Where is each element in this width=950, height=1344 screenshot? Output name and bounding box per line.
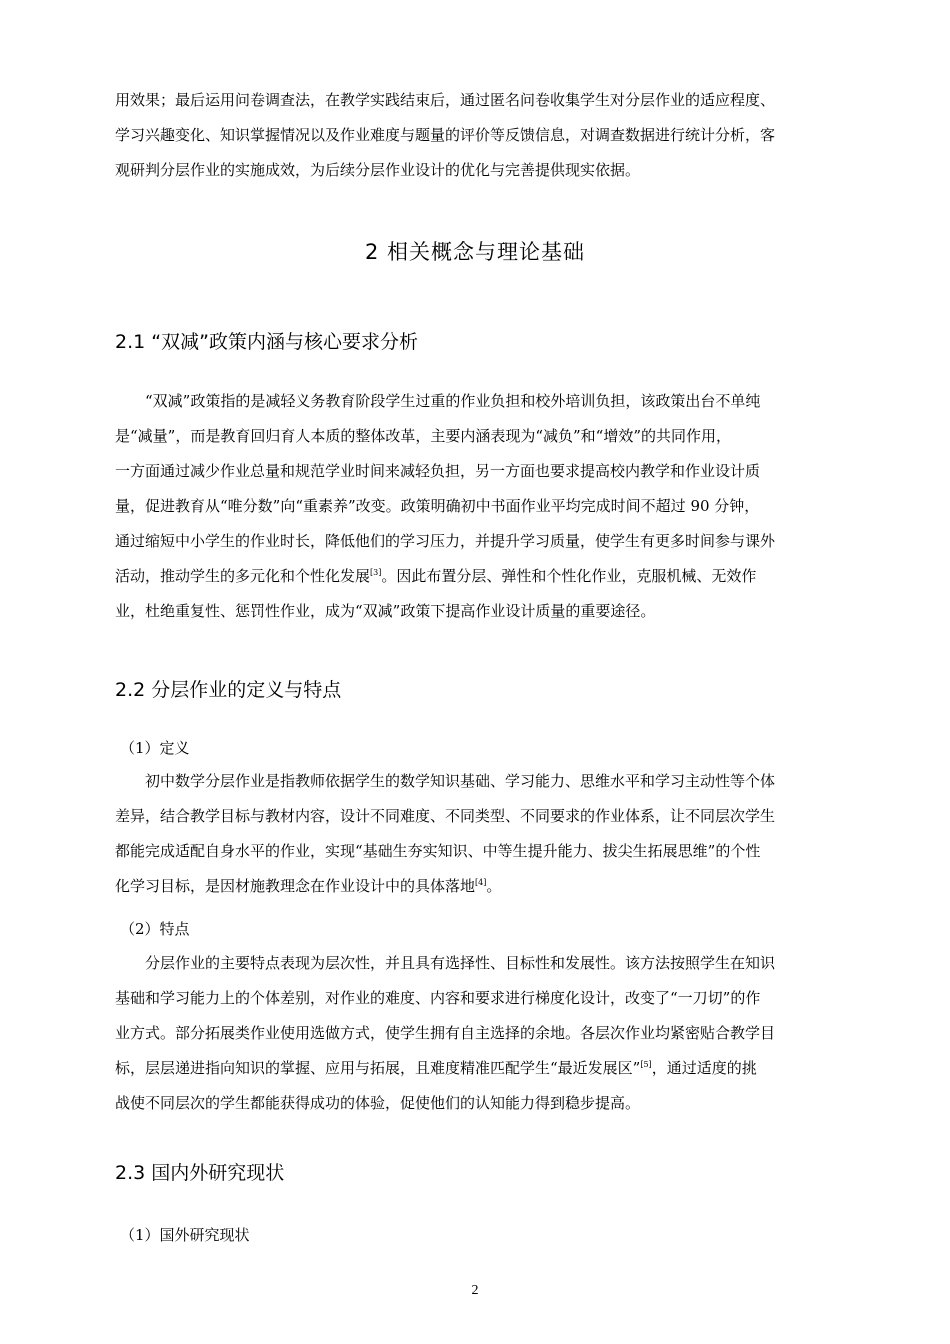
text-run: ，通过适度的挑 bbox=[651, 1059, 757, 1077]
paragraph-line: 用效果；最后运用问卷调查法，在教学实践结束后，通过匿名问卷收集学生对分层作业的适应程度、 bbox=[115, 91, 776, 109]
definition-paragraph bbox=[115, 764, 861, 904]
paragraph-line: 基础和学习能力上的个体差别，对作业的难度、内容和要求进行梯度化设计，改变了“一刀切”的作 bbox=[115, 989, 761, 1007]
text-run: 。 bbox=[486, 877, 502, 895]
citation-ref: [5] bbox=[640, 1060, 652, 1069]
paragraph-line: 业方式。部分拓展类作业使用选做方式，使学生拥有自主选择的余地。各层次作业均紧密贴合教学目 bbox=[115, 1024, 776, 1042]
features-heading: （2）特点 bbox=[120, 920, 190, 938]
paragraph-line: 战使不同层次的学生都能获得成功的体验，促使他们的认知能力得到稳步提高。 bbox=[115, 1094, 641, 1112]
paragraph-line: 一方面通过减少作业总量和规范学业时间来减轻负担，另一方面也要求提高校内教学和作业设计质 bbox=[115, 462, 761, 480]
page-number: 2 bbox=[471, 1283, 479, 1298]
definition-heading: （1）定义 bbox=[120, 739, 190, 757]
text-run: 活动，推动学生的多元化和个性化发展 bbox=[115, 567, 371, 585]
paragraph-line: 学习兴趣变化、知识掌握情况以及作业难度与题量的评价等反馈信息，对调查数据进行统计分析，客 bbox=[115, 126, 776, 144]
section-title-2-2: 2.2 分层作业的定义与特点 bbox=[115, 679, 342, 701]
chapter-title: 2 相关概念与理论基础 bbox=[364, 240, 586, 264]
text-run: 标，层层递进指向知识的掌握、应用与拓展，且难度精准匹配学生“最近发展区” bbox=[115, 1059, 641, 1077]
section-2-1-paragraph bbox=[115, 384, 861, 629]
paragraph-line: 量，促进教育从“唯分数”向“重素养”改变。政策明确初中书面作业平均完成时间不超过 90 分钟， bbox=[115, 497, 760, 515]
paragraph-line bbox=[115, 559, 861, 594]
paragraph-line: “双减”政策指的是减轻义务教育阶段学生过重的作业负担和校外培训负担，该政策出台不单纯 bbox=[145, 392, 761, 410]
intro-paragraph bbox=[115, 83, 861, 188]
features-paragraph bbox=[115, 946, 861, 1121]
foreign-research-heading: （1）国外研究现状 bbox=[120, 1226, 250, 1244]
paragraph-line: 初中数学分层作业是指教师依据学生的数学知识基础、学习能力、思维水平和学习主动性等个体 bbox=[145, 772, 776, 790]
paragraph-line: 差异，结合教学目标与教材内容，设计不同难度、不同类型、不同要求的作业体系，让不同层次学生 bbox=[115, 807, 776, 825]
paragraph-line: 分层作业的主要特点表现为层次性，并且具有选择性、目标性和发展性。该方法按照学生在知识 bbox=[145, 954, 776, 972]
paragraph-line: 通过缩短中小学生的作业时长，降低他们的学习压力，并提升学习质量，使学生有更多时间参与课外 bbox=[115, 532, 776, 550]
text-run: 。因此布置分层、弹性和个性化作业，克服机械、无效作 bbox=[381, 567, 757, 585]
paragraph-line bbox=[115, 869, 861, 904]
section-title-2-3: 2.3 国内外研究现状 bbox=[115, 1162, 285, 1184]
paragraph-line bbox=[115, 1051, 861, 1086]
paragraph-line: 业，杜绝重复性、惩罚性作业，成为“双减”政策下提高作业设计质量的重要途径。 bbox=[115, 602, 656, 620]
paragraph-line: 观研判分层作业的实施成效，为后续分层作业设计的优化与完善提供现实依据。 bbox=[115, 161, 641, 179]
paragraph-line: 都能完成适配自身水平的作业，实现“基础生夯实知识、中等生提升能力、拔尖生拓展思维”的个性 bbox=[115, 842, 761, 860]
text-run: 化学习目标，是因材施教理念在作业设计中的具体落地 bbox=[115, 877, 476, 895]
paragraph-line: 是“减量”，而是教育回归育人本质的整体改革，主要内涵表现为“减负”和“增效”的共同作用， bbox=[115, 427, 732, 445]
section-title-2-1: 2.1 “双减”政策内涵与核心要求分析 bbox=[115, 331, 418, 353]
citation-ref: [3] bbox=[370, 568, 382, 577]
citation-ref: [4] bbox=[475, 878, 487, 887]
